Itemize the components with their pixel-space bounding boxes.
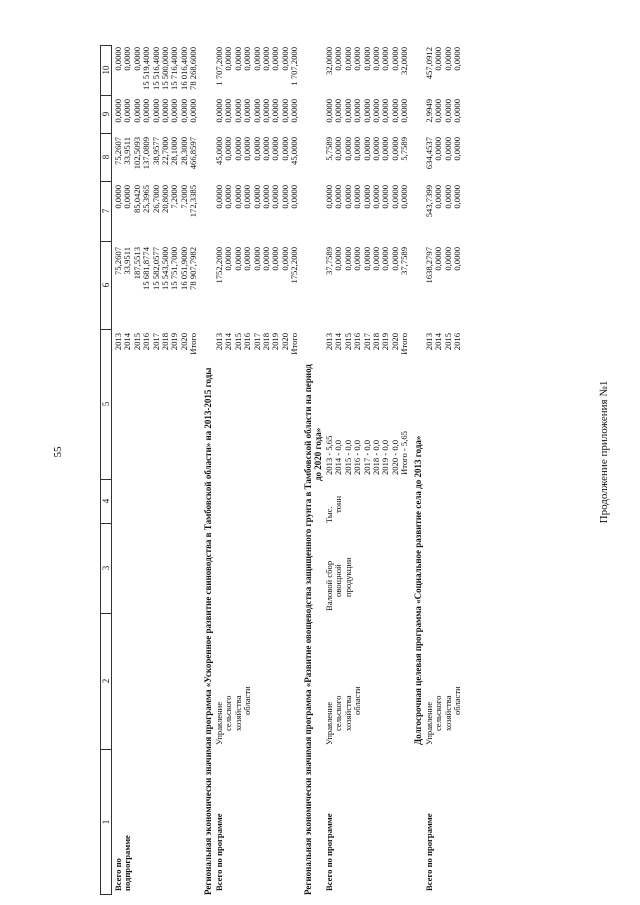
page-number: 55	[52, 446, 64, 458]
block1-col8-cell: 45,0000	[214, 137, 224, 165]
block2-col10-cell: 0,0000	[389, 47, 400, 71]
block1-years-cell: Итого	[289, 333, 300, 355]
block1-col9	[215, 99, 300, 133]
block0-col8-cell: 137,0809	[141, 137, 152, 170]
block2-col9-cell: 0,0000	[324, 99, 334, 123]
block0-col9-cell: 0,0000	[113, 99, 123, 123]
block2-col8-cell: 0,0000	[370, 137, 381, 161]
block2-col7-cell: 0,0000	[389, 185, 400, 209]
pig-program-executor: Управление сельского хозяйства области	[214, 686, 253, 745]
col-header-7: 7	[101, 181, 111, 242]
block2-col8-cell: 0,0000	[352, 137, 363, 161]
block0-col10-cell: 16 016,4000	[178, 47, 189, 90]
vegetable-program-targets-cell: 2015 - 0,0	[342, 439, 353, 475]
block0-col9-cell: 0,0000	[159, 99, 170, 123]
block2-col7-cell: 0,0000	[324, 185, 334, 209]
block1-col10	[215, 47, 300, 95]
block1-col9-cell: 0,0000	[270, 99, 281, 123]
block2-years-cell: 2019	[380, 333, 391, 351]
block1-col8-cell: 0,0000	[232, 137, 243, 161]
block0-col7-cell: 0,0000	[122, 185, 133, 209]
block2-years-cell: 2017	[361, 333, 372, 351]
block2-col9-cell: 0,0000	[361, 99, 372, 123]
block0-col10-cell: 15 500,0000	[159, 47, 170, 90]
continuation-note: Продолжение приложения №1	[598, 380, 610, 524]
block1-col8-cell: 0,0000	[251, 137, 262, 161]
block0-col9-cell: 0,0000	[131, 99, 142, 123]
block2-col6-cell: 0,0000	[342, 247, 353, 271]
block0-col10-cell: 0,0000	[131, 47, 142, 71]
block3-col10	[425, 47, 463, 95]
block1-col9-cell: 0,0000	[260, 99, 271, 123]
block3-years-cell: 2016	[452, 333, 463, 351]
block2-col8	[325, 137, 410, 181]
block1-years-cell: 2017	[251, 333, 262, 351]
block2-col9-cell: 0,0000	[399, 99, 410, 123]
block2-col8-cell: 0,0000	[389, 137, 400, 161]
block2-col10-cell: 0,0000	[342, 47, 353, 71]
block2-years	[325, 333, 410, 355]
block1-col8	[215, 137, 300, 181]
block0-col6-cell: 15 751,7000	[169, 247, 180, 290]
col-header-10: 10	[101, 45, 111, 96]
block1-col7	[215, 185, 300, 239]
block0-col8-cell: 466,8597	[188, 137, 199, 170]
block2-col6-cell: 0,0000	[361, 247, 372, 271]
col-header-8: 8	[101, 133, 111, 182]
block0-col9-cell: 0,0000	[169, 99, 180, 123]
vegetable-program-targets-cell: 2013 - 5,65	[324, 435, 334, 475]
block0-col8-cell: 38,9577	[150, 137, 161, 165]
block3-col10-cell: 0,0000	[452, 47, 463, 71]
block3-col6	[425, 247, 463, 325]
col-header-5: 5	[101, 329, 111, 480]
block0-col9-cell: 0,0000	[150, 99, 161, 123]
block1-years-cell: 2014	[223, 333, 234, 351]
block3-col8-cell: 0,0000	[433, 137, 444, 161]
block1-col8-cell: 0,0000	[242, 137, 253, 161]
block0-col7-cell: 0,0000	[113, 185, 123, 209]
block1-years-cell: 2019	[270, 333, 281, 351]
block0-col8-cell: 75,2607	[113, 137, 123, 165]
block2-col8-cell: 5,7589	[399, 137, 410, 161]
block1-col7-cell: 0,0000	[289, 185, 300, 209]
block0-col8	[114, 137, 199, 181]
vegetable-program-targets-cell: Итого - 5,65	[399, 431, 410, 475]
block0-col9-cell: 0,0000	[188, 99, 199, 123]
block3-col9-cell: 0,0000	[433, 99, 444, 123]
block1-col8-cell: 0,0000	[279, 137, 290, 161]
block0-col9-cell: 0,0000	[141, 99, 152, 123]
block3-col6-cell: 1638,2797	[424, 247, 434, 284]
pig-program-title: Региональная экономически значимая программа «Ускоренное развитие свиноводства в Тамбовской области» на 2013-2015 годы	[203, 367, 213, 895]
block0-col10-cell: 0,0000	[113, 47, 123, 71]
block2-col8-cell: 0,0000	[333, 137, 344, 161]
block1-col6-cell: 0,0000	[251, 247, 262, 271]
block2-col7-cell: 0,0000	[380, 185, 391, 209]
block3-col7	[425, 185, 463, 239]
block1-col7-cell: 0,0000	[251, 185, 262, 209]
block1-col10-cell: 0,0000	[260, 47, 271, 71]
block2-col7-cell: 0,0000	[361, 185, 372, 209]
block0-col9-cell: 0,0000	[178, 99, 189, 123]
vegetable-program-title-line1: Региональная экономически значимая программа «Развитие овощеводства защищенного грунта в Тамбовской области на период	[303, 364, 313, 895]
block1-col7-cell: 0,0000	[242, 185, 253, 209]
block2-col9-cell: 0,0000	[333, 99, 344, 123]
block2-col8-cell: 0,0000	[380, 137, 391, 161]
block1-years-cell: 2013	[214, 333, 224, 351]
block0-years-cell: 2017	[150, 333, 161, 351]
pig-program-total-label: Всего по программе	[214, 813, 224, 891]
vegetable-program-targets-cell: 2020 - 0,0	[389, 439, 400, 475]
block1-col10-cell: 0,0000	[279, 47, 290, 71]
vegetable-program-total-label: Всего по программе	[324, 813, 334, 891]
block3-col9-cell: 0,0000	[452, 99, 463, 123]
block2-col7-cell: 0,0000	[352, 185, 363, 209]
block0-col9-cell: 0,0000	[122, 99, 133, 123]
block2-col7-cell: 0,0000	[342, 185, 353, 209]
block1-col10-cell: 0,0000	[232, 47, 243, 71]
block0-col10-cell: 15 519,4000	[141, 47, 152, 90]
block1-col7-cell: 0,0000	[279, 185, 290, 209]
block3-years-cell: 2013	[424, 333, 434, 351]
block0-col10-cell: 78 268,6000	[188, 47, 199, 90]
block2-years-cell: 2018	[370, 333, 381, 351]
block2-col8-cell: 0,0000	[342, 137, 353, 161]
block0-col6-cell: 187,5513	[131, 247, 142, 280]
rural-program-title: Долгосрочная целевая программа «Социальное развитие села до 2013 года»	[413, 435, 423, 745]
block1-col9-cell: 0,0000	[242, 99, 253, 123]
block3-years-cell: 2015	[442, 333, 453, 351]
block0-years-cell: 2013	[113, 333, 123, 351]
block1-col8-cell: 0,0000	[260, 137, 271, 161]
block1-col7-cell: 0,0000	[232, 185, 243, 209]
vegetable-program-targets-cell: 2019 - 0,0	[380, 439, 391, 475]
block2-col6-cell: 0,0000	[333, 247, 344, 271]
block1-col6-cell: 0,0000	[260, 247, 271, 271]
block3-col6-cell: 0,0000	[452, 247, 463, 271]
block1-col6-cell: 1752,2000	[289, 247, 300, 284]
block1-col10-cell: 1 707,2000	[214, 47, 224, 86]
block3-col9-cell: 2,9949	[424, 99, 434, 123]
block3-col6-cell: 0,0000	[442, 247, 453, 271]
block2-col10-cell: 0,0000	[333, 47, 344, 71]
block1-years-cell: 2018	[260, 333, 271, 351]
col-header-2: 2	[101, 613, 111, 750]
block1-years-cell: 2020	[279, 333, 290, 351]
block0-col8-cell: 28,3000	[178, 137, 189, 165]
block1-col6-cell: 0,0000	[270, 247, 281, 271]
block1-col6-cell: 0,0000	[223, 247, 234, 271]
block0-col10	[114, 47, 199, 95]
block2-col9-cell: 0,0000	[342, 99, 353, 123]
block0-years-cell: 2016	[141, 333, 152, 351]
block1-col6	[215, 247, 300, 325]
vegetable-program-unit: Тыс. тонн	[324, 495, 344, 523]
block1-col8-cell: 45,0000	[289, 137, 300, 165]
block0-col6-cell: 15 543,5000	[159, 247, 170, 290]
block0-years-cell: 2020	[178, 333, 189, 351]
block0-years	[114, 333, 199, 355]
block2-col8-cell: 5,7589	[324, 137, 334, 161]
block1-col9-cell: 0,0000	[251, 99, 262, 123]
block2-col6-cell: 0,0000	[380, 247, 391, 271]
block0-col7-cell: 20,8000	[159, 185, 170, 213]
block3-col8-cell: 634,4537	[424, 137, 434, 170]
block2-col6-cell: 0,0000	[370, 247, 381, 271]
vegetable-program-indicator: Валовой сбор овощной продукции	[324, 557, 353, 611]
block1-col9-cell: 0,0000	[223, 99, 234, 123]
vegetable-program-targets-cell: 2014 - 0,0	[333, 439, 344, 475]
block3-col7-cell: 0,0000	[452, 185, 463, 209]
block0-col7-cell: 25,3965	[141, 185, 152, 213]
block2-col10-cell: 32,0000	[324, 47, 334, 75]
block1-col7-cell: 0,0000	[223, 185, 234, 209]
block1-col6-cell: 0,0000	[279, 247, 290, 271]
rural-program-total-label: Всего по программе	[424, 813, 434, 891]
block2-col10-cell: 0,0000	[380, 47, 391, 71]
block0-col7-cell: 172,3385	[188, 185, 199, 218]
col-header-6: 6	[101, 241, 111, 330]
block1-col10-cell: 0,0000	[223, 47, 234, 71]
block2-col6	[325, 247, 410, 325]
block1-col9-cell: 0,0000	[214, 99, 224, 123]
vegetable-program-targets	[325, 345, 410, 475]
block3-col8-cell: 0,0000	[442, 137, 453, 161]
block1-col8-cell: 0,0000	[270, 137, 281, 161]
block3-col7-cell: 543,7399	[424, 185, 434, 218]
block3-col6-cell: 0,0000	[433, 247, 444, 271]
block1-col10-cell: 1 707,2000	[289, 47, 300, 86]
block1-col10-cell: 0,0000	[242, 47, 253, 71]
block2-col9-cell: 0,0000	[389, 99, 400, 123]
block0-col6-cell: 16 051,9000	[178, 247, 189, 290]
block2-col7-cell: 0,0000	[370, 185, 381, 209]
block2-col6-cell: 0,0000	[352, 247, 363, 271]
block0-col7-cell: 7,2000	[178, 185, 189, 209]
rural-program-executor: Управление сельского хозяйства области	[424, 686, 463, 745]
block3-col10-cell: 457,0912	[424, 47, 434, 80]
block2-years-cell: 2020	[389, 333, 400, 351]
block1-years-cell: 2015	[232, 333, 243, 351]
block0-col6-cell: 15 582,0577	[150, 247, 161, 290]
col-header-1: 1	[101, 819, 111, 825]
vegetable-program-targets-cell: 2017 - 0,0	[361, 439, 372, 475]
block2-col9-cell: 0,0000	[370, 99, 381, 123]
vegetable-program-executor: Управление сельского хозяйства области	[324, 686, 363, 745]
block3-years	[425, 333, 463, 355]
rotated-table-sheet	[100, 45, 565, 895]
block0-col10-cell: 15 716,4000	[169, 47, 180, 90]
block1-col7-cell: 0,0000	[270, 185, 281, 209]
block1-col7-cell: 0,0000	[260, 185, 271, 209]
block0-col6-cell: 78 907,7982	[188, 247, 199, 290]
vegetable-program-title-line2: до 2020 года»	[313, 427, 323, 481]
block2-years-cell: 2014	[333, 333, 344, 351]
block3-col7-cell: 0,0000	[442, 185, 453, 209]
block3-col9-cell: 0,0000	[442, 99, 453, 123]
block0-col7-cell: 26,7000	[150, 185, 161, 213]
block0-col6	[114, 247, 199, 325]
block3-years-cell: 2014	[433, 333, 444, 351]
block1-col10-cell: 0,0000	[251, 47, 262, 71]
block2-col8-cell: 0,0000	[361, 137, 372, 161]
block2-col10-cell: 32,0000	[399, 47, 410, 75]
block1-years	[215, 333, 300, 355]
block1-col9-cell: 0,0000	[232, 99, 243, 123]
block1-col8-cell: 0,0000	[223, 137, 234, 161]
block0-col8-cell: 102,5093	[131, 137, 142, 170]
block2-col9-cell: 0,0000	[352, 99, 363, 123]
block2-col10-cell: 0,0000	[352, 47, 363, 71]
block0-col7-cell: 7,2000	[169, 185, 180, 209]
block2-col9-cell: 0,0000	[380, 99, 391, 123]
block1-col6-cell: 0,0000	[242, 247, 253, 271]
block0-col6-cell: 75,2607	[113, 247, 123, 275]
block0-col10-cell: 15 516,4000	[150, 47, 161, 90]
block0-col7	[114, 185, 199, 239]
block0-col8-cell: 28,1000	[169, 137, 180, 165]
block2-col10-cell: 0,0000	[361, 47, 372, 71]
block2-col10	[325, 47, 410, 95]
block1-col7-cell: 0,0000	[214, 185, 224, 209]
block0-years-cell: 2019	[169, 333, 180, 351]
block2-col7	[325, 185, 410, 239]
block1-col6-cell: 1752,2000	[214, 247, 224, 284]
col-header-3: 3	[101, 523, 111, 614]
block3-col9	[425, 99, 463, 133]
block2-years-cell: 2016	[352, 333, 363, 351]
block0-col9	[114, 99, 199, 133]
block2-col10-cell: 0,0000	[370, 47, 381, 71]
block2-col9	[325, 99, 410, 133]
block0-years-cell: 2014	[122, 333, 133, 351]
block2-col6-cell: 37,7589	[324, 247, 334, 275]
block3-col10-cell: 0,0000	[442, 47, 453, 71]
block2-col7-cell: 0,0000	[399, 185, 410, 209]
block2-years-cell: 2015	[342, 333, 353, 351]
block0-col8-cell: 22,7000	[159, 137, 170, 165]
block0-years-cell: Итого	[188, 333, 199, 355]
block1-col10-cell: 0,0000	[270, 47, 281, 71]
block0-years-cell: 2018	[159, 333, 170, 351]
subprogram-total-label: Всего по подпрограмме	[113, 835, 133, 891]
column-header-row	[100, 45, 112, 895]
block2-col7-cell: 0,0000	[333, 185, 344, 209]
block2-years-cell: 2013	[324, 333, 334, 351]
block3-col8-cell: 0,0000	[452, 137, 463, 161]
block1-col6-cell: 0,0000	[232, 247, 243, 271]
block3-col7-cell: 0,0000	[433, 185, 444, 209]
block1-years-cell: 2016	[242, 333, 253, 351]
block0-col10-cell: 0,0000	[122, 47, 133, 71]
block2-col6-cell: 37,7589	[399, 247, 410, 275]
block0-col6-cell: 15 681,8774	[141, 247, 152, 290]
block2-years-cell: Итого	[399, 333, 410, 355]
vegetable-program-targets-cell: 2018 - 0,0	[370, 439, 381, 475]
block2-col6-cell: 0,0000	[389, 247, 400, 271]
block0-col6-cell: 33,9511	[122, 247, 133, 275]
block1-col9-cell: 0,0000	[279, 99, 290, 123]
block3-col8	[425, 137, 463, 181]
block3-col10-cell: 0,0000	[433, 47, 444, 71]
block0-col8-cell: 33,9511	[122, 137, 133, 165]
block1-col9-cell: 0,0000	[289, 99, 300, 123]
col-header-9: 9	[101, 95, 111, 134]
vegetable-program-targets-cell: 2016 - 0,0	[352, 439, 363, 475]
block0-years-cell: 2015	[131, 333, 142, 351]
block0-col7-cell: 85,0420	[131, 185, 142, 213]
col-header-4: 4	[101, 479, 111, 524]
